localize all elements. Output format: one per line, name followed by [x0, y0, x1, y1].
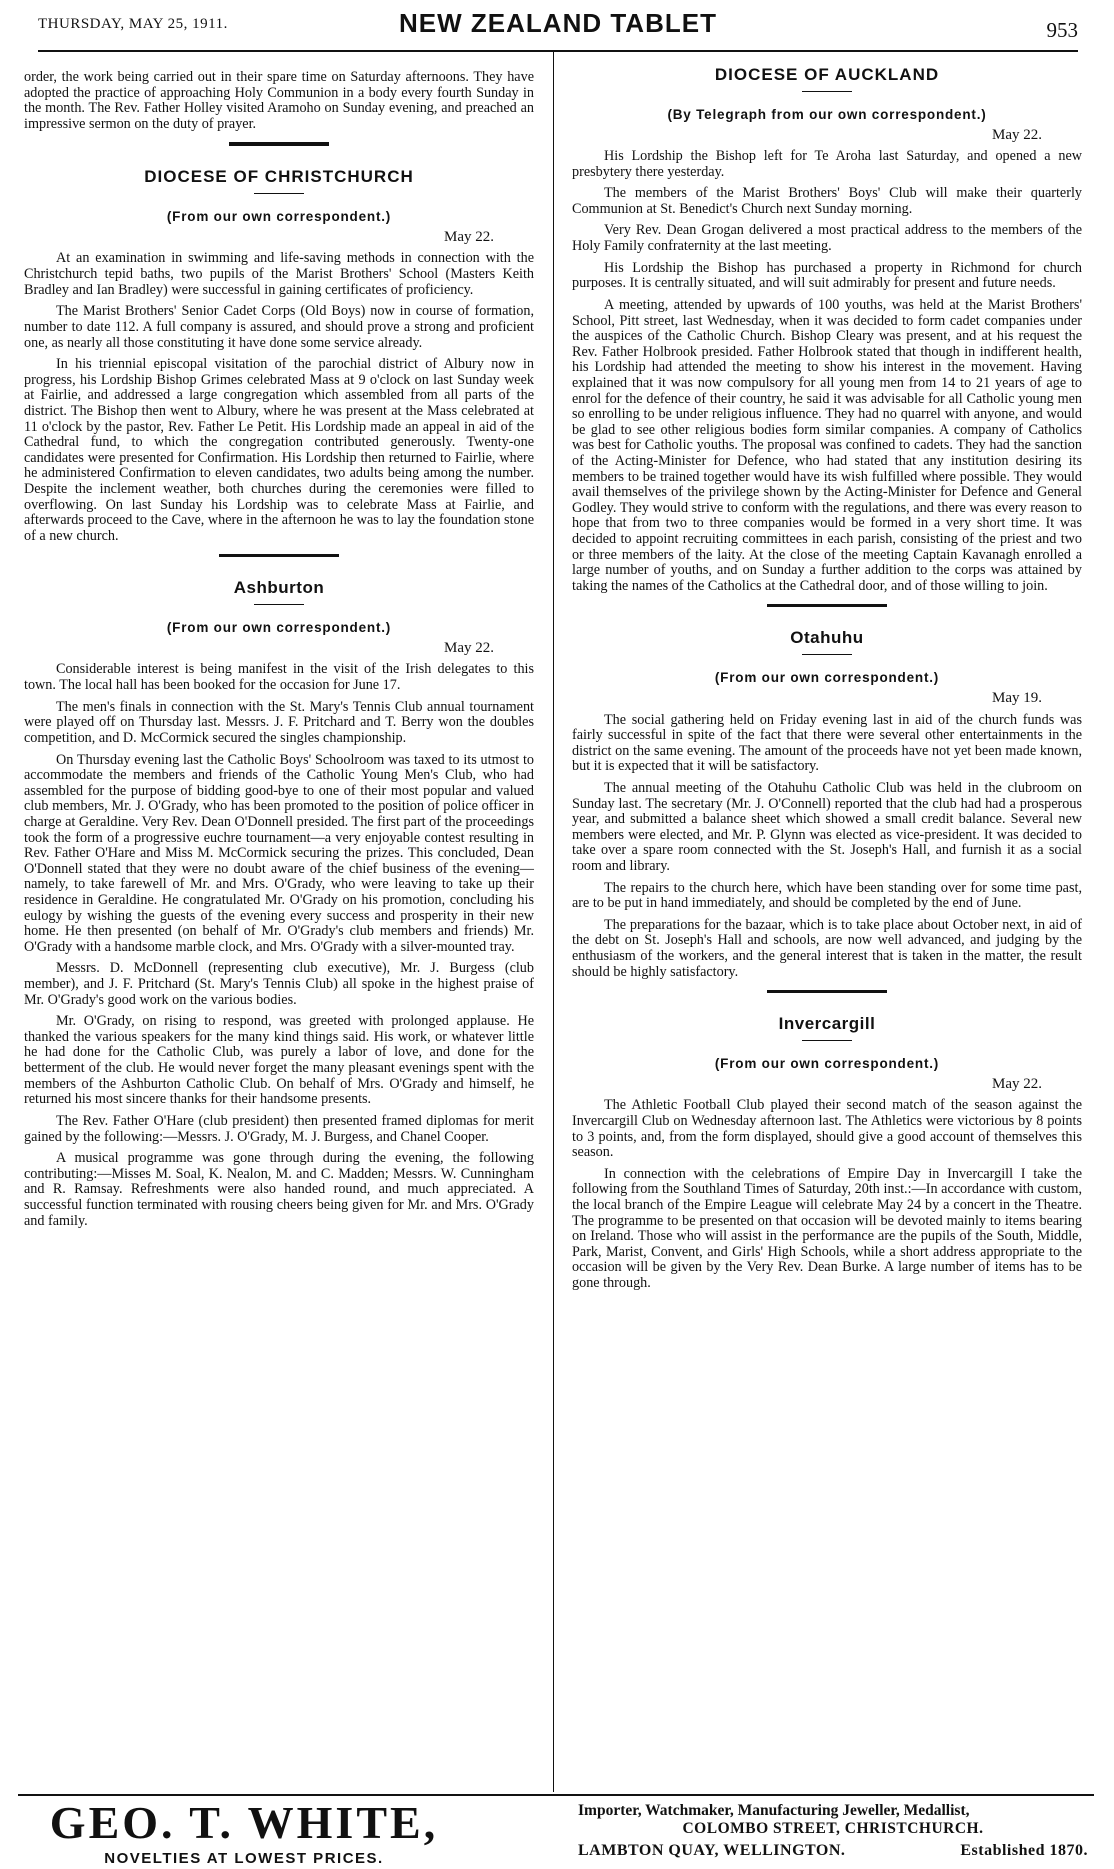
advert-address-row [578, 1842, 1088, 1860]
heading-rule [254, 193, 304, 194]
masthead [38, 6, 1078, 46]
masthead-rule [38, 50, 1078, 52]
invercargill-heading: Invercargill [778, 1014, 876, 1034]
advert-address-christchurch: COLOMBO STREET, CHRISTCHURCH. [682, 1820, 984, 1837]
ashburton-date: May 22. [444, 639, 494, 656]
paragraph: The men's finals in connection with the St. Mary's Tennis Club annual tournament were played off on Thursday last. Messrs. J. F. Pritchard and T. Berry won the doubles competition, and D. McCormick secured the singles championship. [24, 698, 534, 746]
intro-paragraph: order, the work being carried out in their spare time on Saturday afternoons. They have adopted the practice of approaching Holy Communion in a body every fourth Sunday in the month. The Rev. Father Holley visited Aramoho on Sunday evening, and preached an impressive sermon on the duty of prayer. [24, 69, 534, 132]
heading-rule [802, 91, 852, 92]
advert-trades: Importer, Watchmaker, Manufacturing Jeweller, Medallist, [578, 1802, 970, 1819]
paragraph: The members of the Marist Brothers' Boys' Club will make their quarterly Communion at St. Benedict's Church next Sunday morning. [572, 185, 1082, 217]
paragraph: A meeting, attended by upwards of 100 youths, was held at the Marist Brothers' School, Pitt street, last Wednesday, when it was decided to form cadet companies under the auspices of the Catholic Church. Bishop Cleary was present, and at his request the Rev. Father Holbrook presided. Father Holbrook stated that though in indifferent health, his Lordship had attended the meeting to show his interest in the movement. Having explained that it was now compulsory for all young men from 14 to 21 years of age to enrol for the defence of their country, he said it was advisable for all Catholic young men so enrolling to be under religious influence. They had no quarrel with anyone, and would be glad to see other religious bodies form similar companies. A company of Catholics was best for Catholic youths. The proposal was confined to cadets. They had the sanction of the Acting-Minister for Defence, who had stated that any institution desiring its members to be trained together would have its wish fulfilled where possible. They would avail themselves of the privilege shown by the Acting-Minister for Defence and General Godley. They would strive to conform with the regulations, and there was every reason to hope that from two to three companies would be formed in a very short time. It was decided to appoint recruiting committees in each parish, consisting of the priest and two or three members of the laity. At the close of the meeting Captain Kavanagh enrolled a large number of youths, and on Sunday a further addition to the corps was attained by taking the names of the Catholics at the Cathedral door, and of those willing to join. [572, 296, 1082, 594]
paragraph: The annual meeting of the Otahuhu Catholic Club was held in the clubroom on Sunday last. The secretary (Mr. J. O'Connell) reported that the club had had a prosperous year, and submitted a balance sheet which showed a small credit balance. Several new members were elected, and Mr. P. Glynn was elected as vice-president. It was decided to take over a spare room connected with the St. Joseph's Hall, and furnish it as a social room and library. [572, 779, 1082, 874]
otahuhu-byline: (From our own correspondent.) [714, 670, 940, 686]
newspaper-title: NEW ZEALAND TABLET [399, 8, 717, 38]
paragraph: The repairs to the church here, which have been standing over for some time past, are to be put in hand immediately, and should be completed by the end of June. [572, 879, 1082, 912]
advert-name: GEO. T. WHITE, [49, 1797, 439, 1848]
paragraph: Messrs. D. McDonnell (representing club executive), Mr. J. Burgess (club member), and J. F. Pritchard (St. Mary's Tennis Club) all spoke in the highest praise of Mr. O'Grady's good work on the various bodies. [24, 960, 534, 1008]
paragraph: A musical programme was gone through during the evening, the following contributing:—Misses M. Soal, K. Nealon, M. and C. Madden; Messrs. W. Cunningham and R. Ramsay. Refreshments were also handed round, and much appreciated. A successful function terminated with rousing cheers being given for Mr. and Mrs. O'Grady and family. [24, 1150, 534, 1229]
section-divider [767, 990, 887, 993]
paragraph: At an examination in swimming and life-saving methods in connection with the Christchurch tepid baths, two pupils of the Marist Brothers' School (Masters Keith Bradley and Ian Bradley) were successful in gaining certificates of proficiency. [24, 250, 534, 298]
paragraph: Very Rev. Dean Grogan delivered a most practical address to the members of the Holy Family confraternity at the last meeting. [572, 222, 1082, 255]
right-column [572, 66, 1082, 1298]
paragraph: In connection with the celebrations of Empire Day in Invercargill I take the following from the Southland Times of Saturday, 20th inst.:—In accordance with custom, the local branch of the Empire League will celebrate May 24 by a concert in the Theatre. The programme to be presented on that occasion will be devoted mainly to items bearing on Ireland. Those who will assist in the performance are the pupils of the South, Middle, Park, Marist, Convent, and Girls' High Schools, while a short address appropriate to the occasion will be given by the Very Rev. Dean Burke. A large number of items has to be gone through. [572, 1165, 1082, 1291]
christchurch-date: May 22. [444, 228, 494, 245]
advert-established: Established 1870. [960, 1842, 1088, 1859]
paragraph: His Lordship the Bishop left for Te Aroha last Saturday, and opened a new presbytery there yesterday. [572, 148, 1082, 180]
section-divider [219, 554, 339, 557]
paragraph: The Marist Brothers' Senior Cadet Corps (Old Boys) now in course of formation, number to date 112. A full company is assured, and should prove a strong and proficient one, as nearly all those constituting it have done some service already. [24, 303, 534, 351]
paragraph: The Rev. Father O'Hare (club president) then presented framed diplomas for merit gained by the following:—Messrs. J. O'Grady, M. J. Burgess, and Chanel Cooper. [24, 1112, 534, 1145]
paragraph: The social gathering held on Friday evening last in aid of the church funds was fairly successful in spite of the fact that there were several other entertainments in the district on the same evening. The amount of the proceeds have not yet been made known, but it is expected that it will be satisfactory. [572, 711, 1082, 775]
paragraph: The Athletic Football Club played their second match of the season against the Invercargill Club on Wednesday afternoon last. The Athletics were victorious by 8 points to 3 points, and, from the form displayed, should give a good account of themselves this season. [572, 1097, 1082, 1161]
auckland-date: May 22. [992, 126, 1042, 143]
paragraph: Mr. O'Grady, on rising to respond, was greeted with prolonged applause. He thanked the various speakers for the many kind things said. His work, or whatever little he had done for the Catholic Club, was purely a labor of love, and done for the betterment of the club. He would never forget the many pleasant evenings spent with the members of the Ashburton Catholic Club. On behalf of Mrs. O'Grady and himself, he returned his most sincere thanks for their handsome presents. [24, 1013, 534, 1108]
heading-rule [254, 604, 304, 605]
invercargill-byline: (From our own correspondent.) [714, 1055, 940, 1071]
auckland-heading: DIOCESE OF AUCKLAND [714, 65, 940, 84]
ashburton-byline: (From our own correspondent.) [166, 620, 392, 636]
otahuhu-heading: Otahuhu [790, 628, 864, 648]
paragraph: The preparations for the bazaar, which is to take place about October next, in aid of the debt on St. Joseph's Hall and schools, are now well advanced, and judging by the enthusiasm of the workers, and the general interest that is taken in the matter, the result should be highly satisfactory. [572, 916, 1082, 980]
section-divider [767, 604, 887, 607]
otahuhu-date: May 19. [992, 690, 1042, 707]
paragraph: His Lordship the Bishop has purchased a property in Richmond for church purposes. It is centrally situated, and will suit admirably for present and future needs. [572, 259, 1082, 292]
advert-address-wellington: LAMBTON QUAY, WELLINGTON. [578, 1842, 846, 1859]
paragraph: Considerable interest is being manifest in the visit of the Irish delegates to this town. The local hall has been booked for the occasion for June 17. [24, 661, 534, 694]
invercargill-date: May 22. [992, 1075, 1042, 1092]
heading-rule [802, 1040, 852, 1041]
auckland-byline: (By Telegraph from our own correspondent.) [667, 106, 987, 122]
advert-details [578, 1802, 1088, 1860]
section-divider [229, 142, 329, 146]
advert-brand [24, 1797, 464, 1867]
paragraph: On Thursday evening last the Catholic Boys' Schoolroom was taxed to its utmost to accommodate the members and friends of the Catholic Young Men's Club, who had assembled for the purpose of bidding good-bye to one of their most popular and valued club members, Mr. J. O'Grady, who has been promoted to the position of police officer in charge at Geraldine. Very Rev. Dean O'Donnell presided. The first part of the proceedings took the form of a progressive euchre tournament—a very enjoyable contest resulting in Rev. Father O'Hare and Miss M. McCormick securing the prizes. This concluded, Dean O'Donnell stated that they were no doubt aware of the chief business of the evening—namely, to take farewell of Mr. and Mrs. O'Grady, who were leaving to take up their residence in Geraldine. He congratulated Mr. O'Grady on his promotion, concluding his eulogy by wishing the guests of the evening every success and prosperity in their new home. He then presented (on behalf of Mr. O'Grady's club members and friends) Mr. O'Grady with a handsome marble clock, and Mrs. O'Grady with a silver-mounted tray. [24, 751, 534, 955]
christchurch-heading: DIOCESE OF CHRISTCHURCH [144, 167, 414, 187]
christchurch-byline: (From our own correspondent.) [166, 209, 392, 225]
ashburton-heading: Ashburton [233, 578, 325, 598]
footer-rule [18, 1794, 1094, 1796]
left-column [24, 70, 534, 1235]
page-number: 953 [1046, 18, 1078, 42]
column-divider [553, 52, 554, 1792]
issue-date: THURSDAY, MAY 25, 1911. [38, 16, 228, 32]
paragraph: In his triennial episcopal visitation of the parochial district of Albury now in progress, his Lordship Bishop Grimes celebrated Mass at 9 o'clock on last Sunday week at Fairlie, and addressed a large congregation which assembled from all parts of the district. The Bishop then went to Albury, where he was present at the Mass celebrated at 11 o'clock by the pastor, Rev. Father Le Petit. His Lordship made an appeal in aid of the Cathedral fund, to which the congregation contributed generously. Twenty-one candidates were presented for Confirmation. His Lordship then returned to Fairlie, where he administered Confirmation to eleven candidates, two adults being among the number. Despite the inclement weather, both churches during the ceremonies were filled to overflowing. On last Sunday his Lordship was to celebrate Mass at Fairlie, and afterwards proceed to the Cave, where in the afternoon he was to lay the foundation stone of a new church. [24, 356, 534, 544]
heading-rule [802, 654, 852, 655]
advert-slogan: NOVELTIES AT LOWEST PRICES. [104, 1850, 384, 1867]
